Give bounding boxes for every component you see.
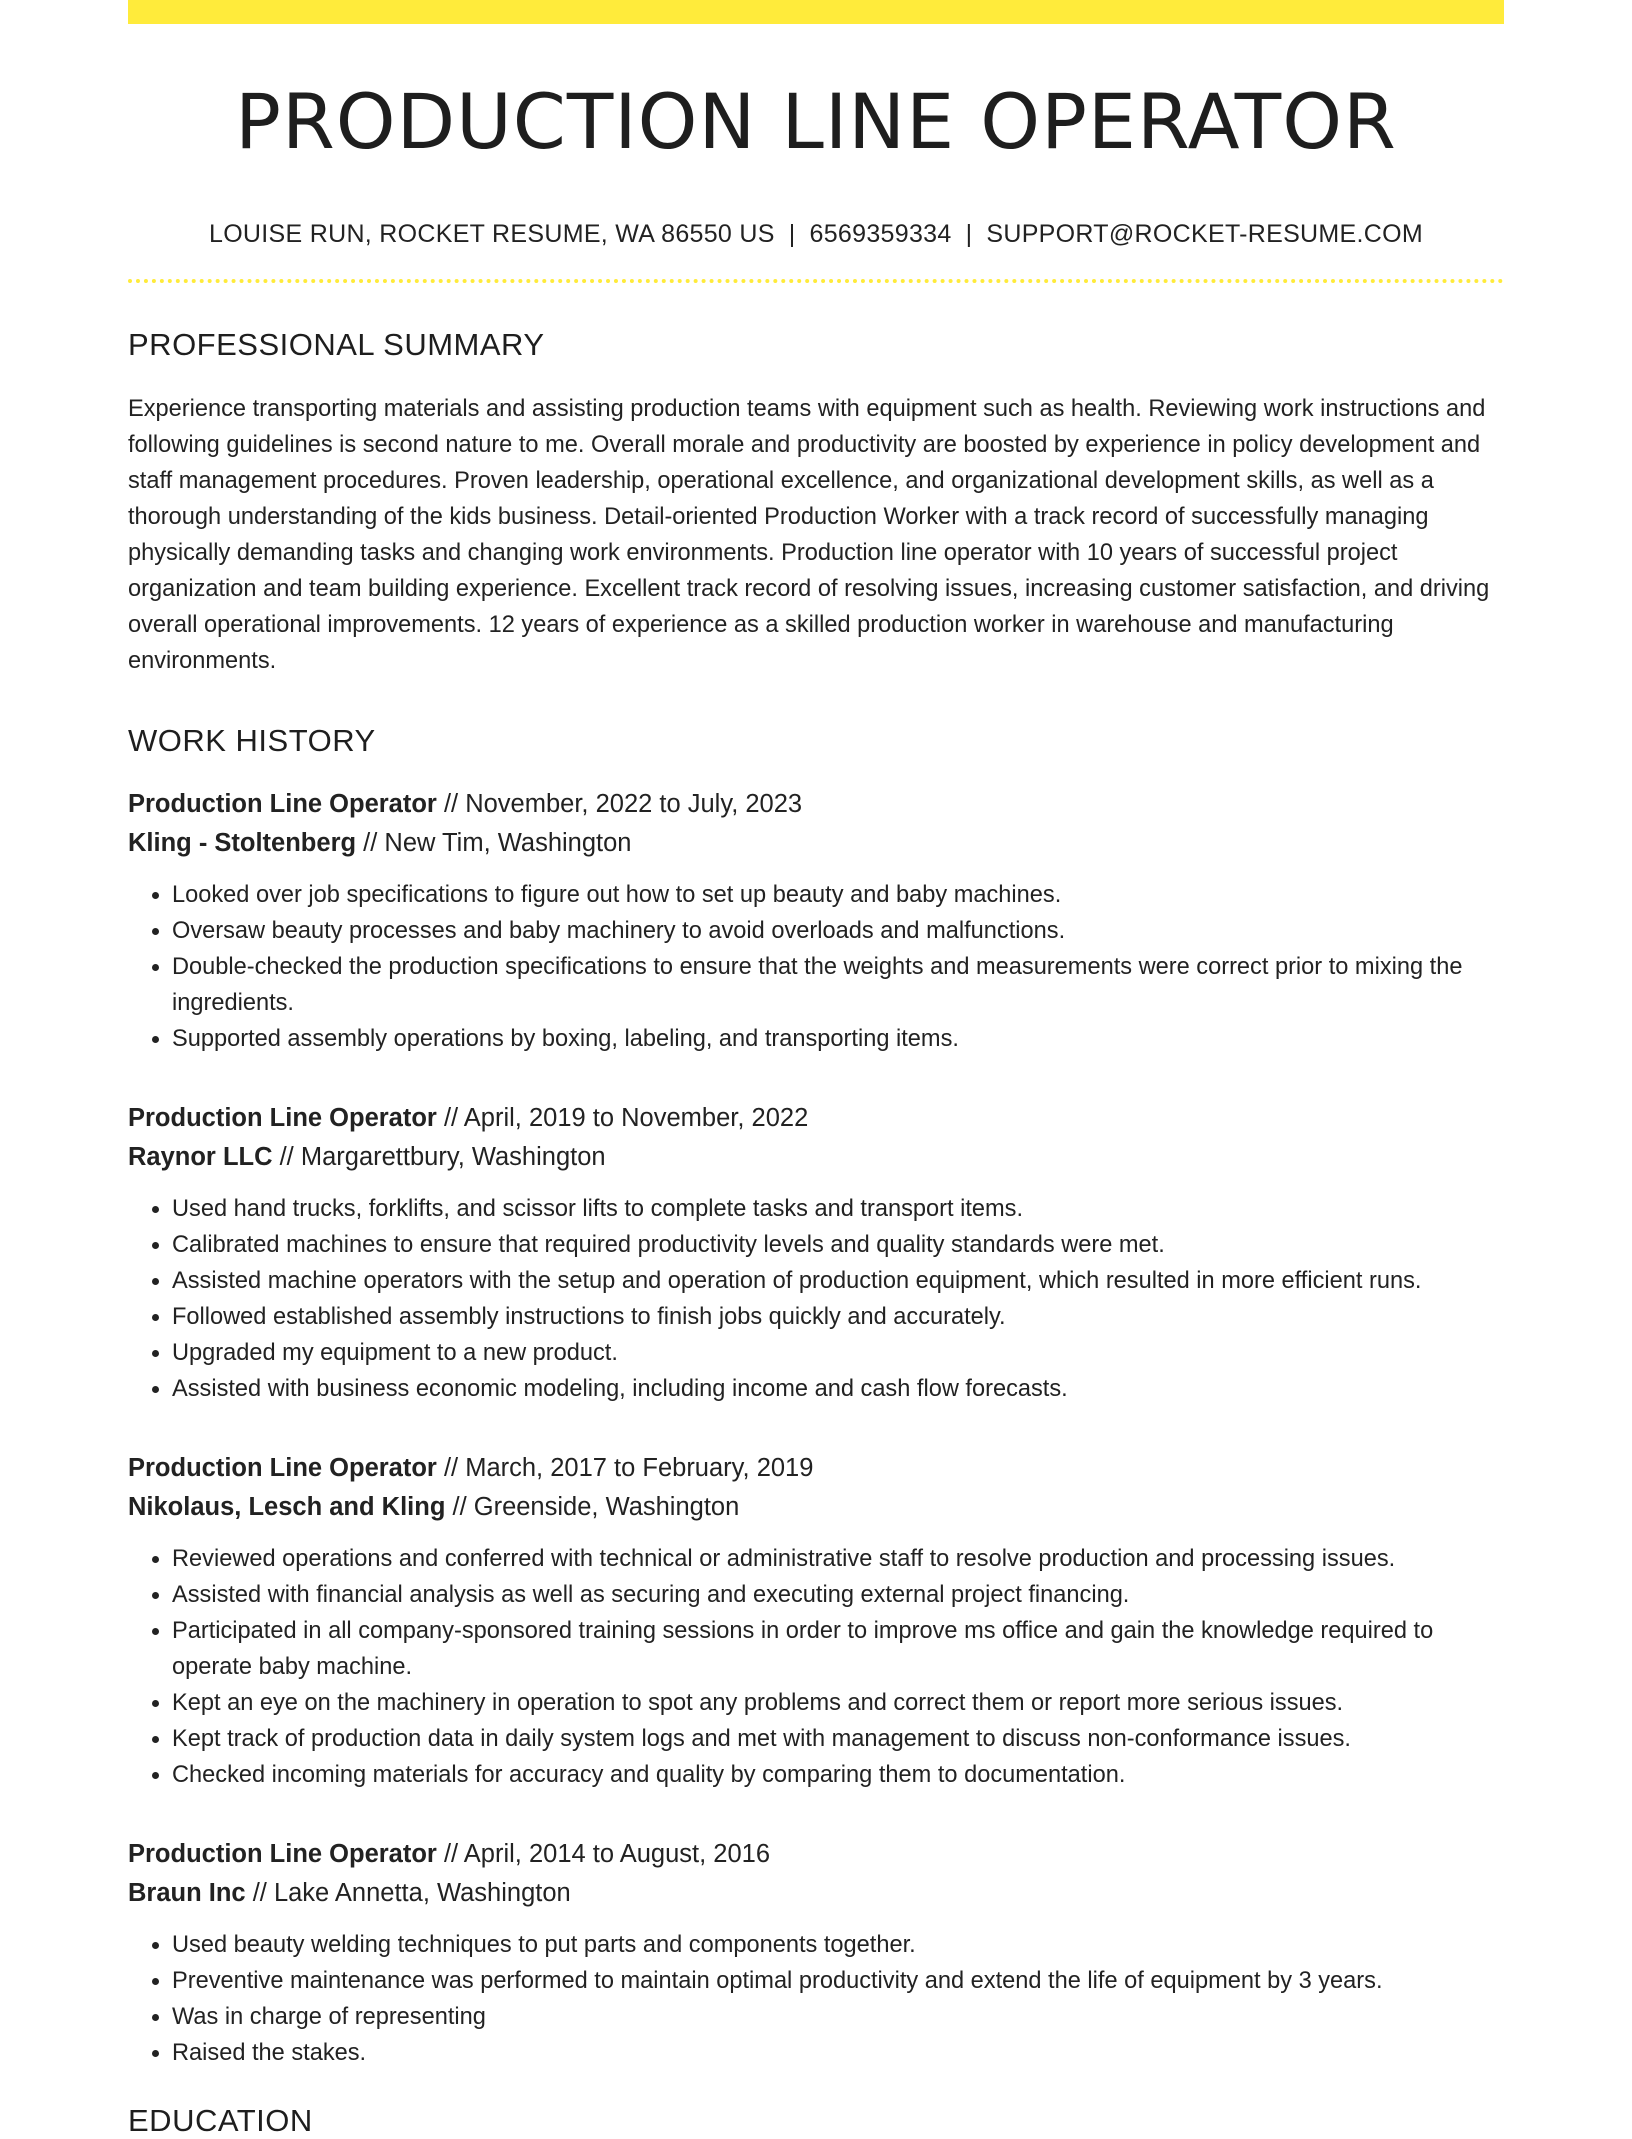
list-item: • Oversaw beauty processes and baby machinery to avoid overloads and malfunctions. [172, 913, 1504, 949]
job-title: Production Line Operator [128, 1103, 437, 1132]
top-accent-bar [128, 0, 1504, 24]
job-location: // Margarettbury, Washington [272, 1142, 606, 1171]
contact-line [128, 220, 1504, 249]
dotted-divider [128, 279, 1504, 283]
job-dates: // March, 2017 to February, 2019 [436, 1453, 814, 1482]
contact-email: SUPPORT@ROCKET-RESUME.COM [986, 219, 1423, 248]
job-entry [128, 785, 1504, 1057]
job-dates: // April, 2014 to August, 2016 [436, 1839, 771, 1868]
job-entry [128, 1099, 1504, 1407]
list-item: • Used hand trucks, forklifts, and scissor lifts to complete tasks and transport items. [172, 1191, 1504, 1227]
list-item: • Kept track of production data in daily system logs and met with management to discuss non-conformance issues. [172, 1721, 1504, 1757]
resume-page [128, 0, 1504, 2139]
contact-separator: | [965, 219, 973, 248]
list-item: • Double-checked the production specifications to ensure that the weights and measurements were correct prior to mixing the ingredients. [172, 949, 1504, 1021]
job-title-line [128, 1449, 1504, 1488]
list-item: • Followed established assembly instructions to finish jobs quickly and accurately. [172, 1299, 1504, 1335]
list-item: • Looked over job specifications to figure out how to set up beauty and baby machines. [172, 877, 1504, 913]
resume-title: PRODUCTION LINE OPERATOR [235, 77, 1397, 166]
job-company: Kling - Stoltenberg [128, 828, 357, 857]
job-location: // Greenside, Washington [445, 1492, 740, 1521]
list-item: • Supported assembly operations by boxing, labeling, and transporting items. [172, 1021, 1504, 1057]
job-bullets [128, 1541, 1504, 1793]
job-company-line [128, 824, 1504, 863]
contact-separator: | [788, 219, 796, 248]
list-item: • Checked incoming materials for accuracy and quality by comparing them to documentation. [172, 1757, 1504, 1793]
summary-heading: PROFESSIONAL SUMMARY [128, 326, 545, 362]
summary-text: Experience transporting materials and assisting production teams with equipment such as health. Reviewing work instructions and following guidelines is second nature to me. Overall morale and productivity are boosted by experience in policy development and staff management procedures. Proven leadership, operational excellence, and organizational development skills, as well as a thorough understanding of the kids business. Detail-oriented Production Worker with a track record of successfully managing physically demanding tasks and changing work environments. Production line operator with 10 years of successful project organization and team building experience. Excellent track record of resolving issues, increasing customer satisfaction, and driving overall operational improvements. 12 years of experience as a skilled production worker in warehouse and manufacturing environments. [128, 395, 1490, 674]
job-company: Braun Inc [128, 1878, 246, 1907]
education-heading: EDUCATION [128, 2102, 313, 2138]
job-company: Nikolaus, Lesch and Kling [128, 1492, 446, 1521]
list-item: • Reviewed operations and conferred with technical or administrative staff to resolve production and processing issues. [172, 1541, 1504, 1577]
job-title: Production Line Operator [128, 789, 437, 818]
job-bullets [128, 1927, 1504, 2071]
job-company-line [128, 1488, 1504, 1527]
list-item: • Upgraded my equipment to a new product. [172, 1335, 1504, 1371]
job-title: Production Line Operator [128, 1453, 437, 1482]
job-bullets [128, 1191, 1504, 1407]
job-title-line [128, 1099, 1504, 1138]
job-title-line [128, 785, 1504, 824]
job-location: // Lake Annetta, Washington [245, 1878, 571, 1907]
work-history-heading: WORK HISTORY [128, 722, 376, 758]
list-item: • Participated in all company-sponsored training sessions in order to improve ms office and gain the knowledge required to operate baby machine. [172, 1613, 1504, 1685]
list-item: • Preventive maintenance was performed to maintain optimal productivity and extend the life of equipment by 3 years. [172, 1963, 1504, 1999]
job-entry [128, 1835, 1504, 2071]
job-dates: // April, 2019 to November, 2022 [436, 1103, 809, 1132]
list-item: • Was in charge of representing [172, 1999, 1504, 2035]
list-item: • Assisted with business economic modeling, including income and cash flow forecasts. [172, 1371, 1504, 1407]
list-item: • Used beauty welding techniques to put parts and components together. [172, 1927, 1504, 1963]
list-item: • Assisted with financial analysis as well as securing and executing external project financing. [172, 1577, 1504, 1613]
contact-phone: 6569359334 [809, 219, 952, 248]
job-title-line [128, 1835, 1504, 1874]
job-location: // New Tim, Washington [356, 828, 632, 857]
job-bullets [128, 877, 1504, 1057]
list-item: • Assisted machine operators with the setup and operation of production equipment, which resulted in more efficient runs. [172, 1263, 1504, 1299]
contact-address: LOUISE RUN, ROCKET RESUME, WA 86550 US [208, 219, 775, 248]
job-title: Production Line Operator [128, 1839, 437, 1868]
list-item: • Kept an eye on the machinery in operation to spot any problems and correct them or report more serious issues. [172, 1685, 1504, 1721]
job-entry [128, 1449, 1504, 1793]
list-item: • Raised the stakes. [172, 2035, 1504, 2071]
list-item: • Calibrated machines to ensure that required productivity levels and quality standards were met. [172, 1227, 1504, 1263]
job-company-line [128, 1138, 1504, 1177]
job-company-line [128, 1874, 1504, 1913]
job-dates: // November, 2022 to July, 2023 [436, 789, 803, 818]
job-company: Raynor LLC [128, 1142, 273, 1171]
